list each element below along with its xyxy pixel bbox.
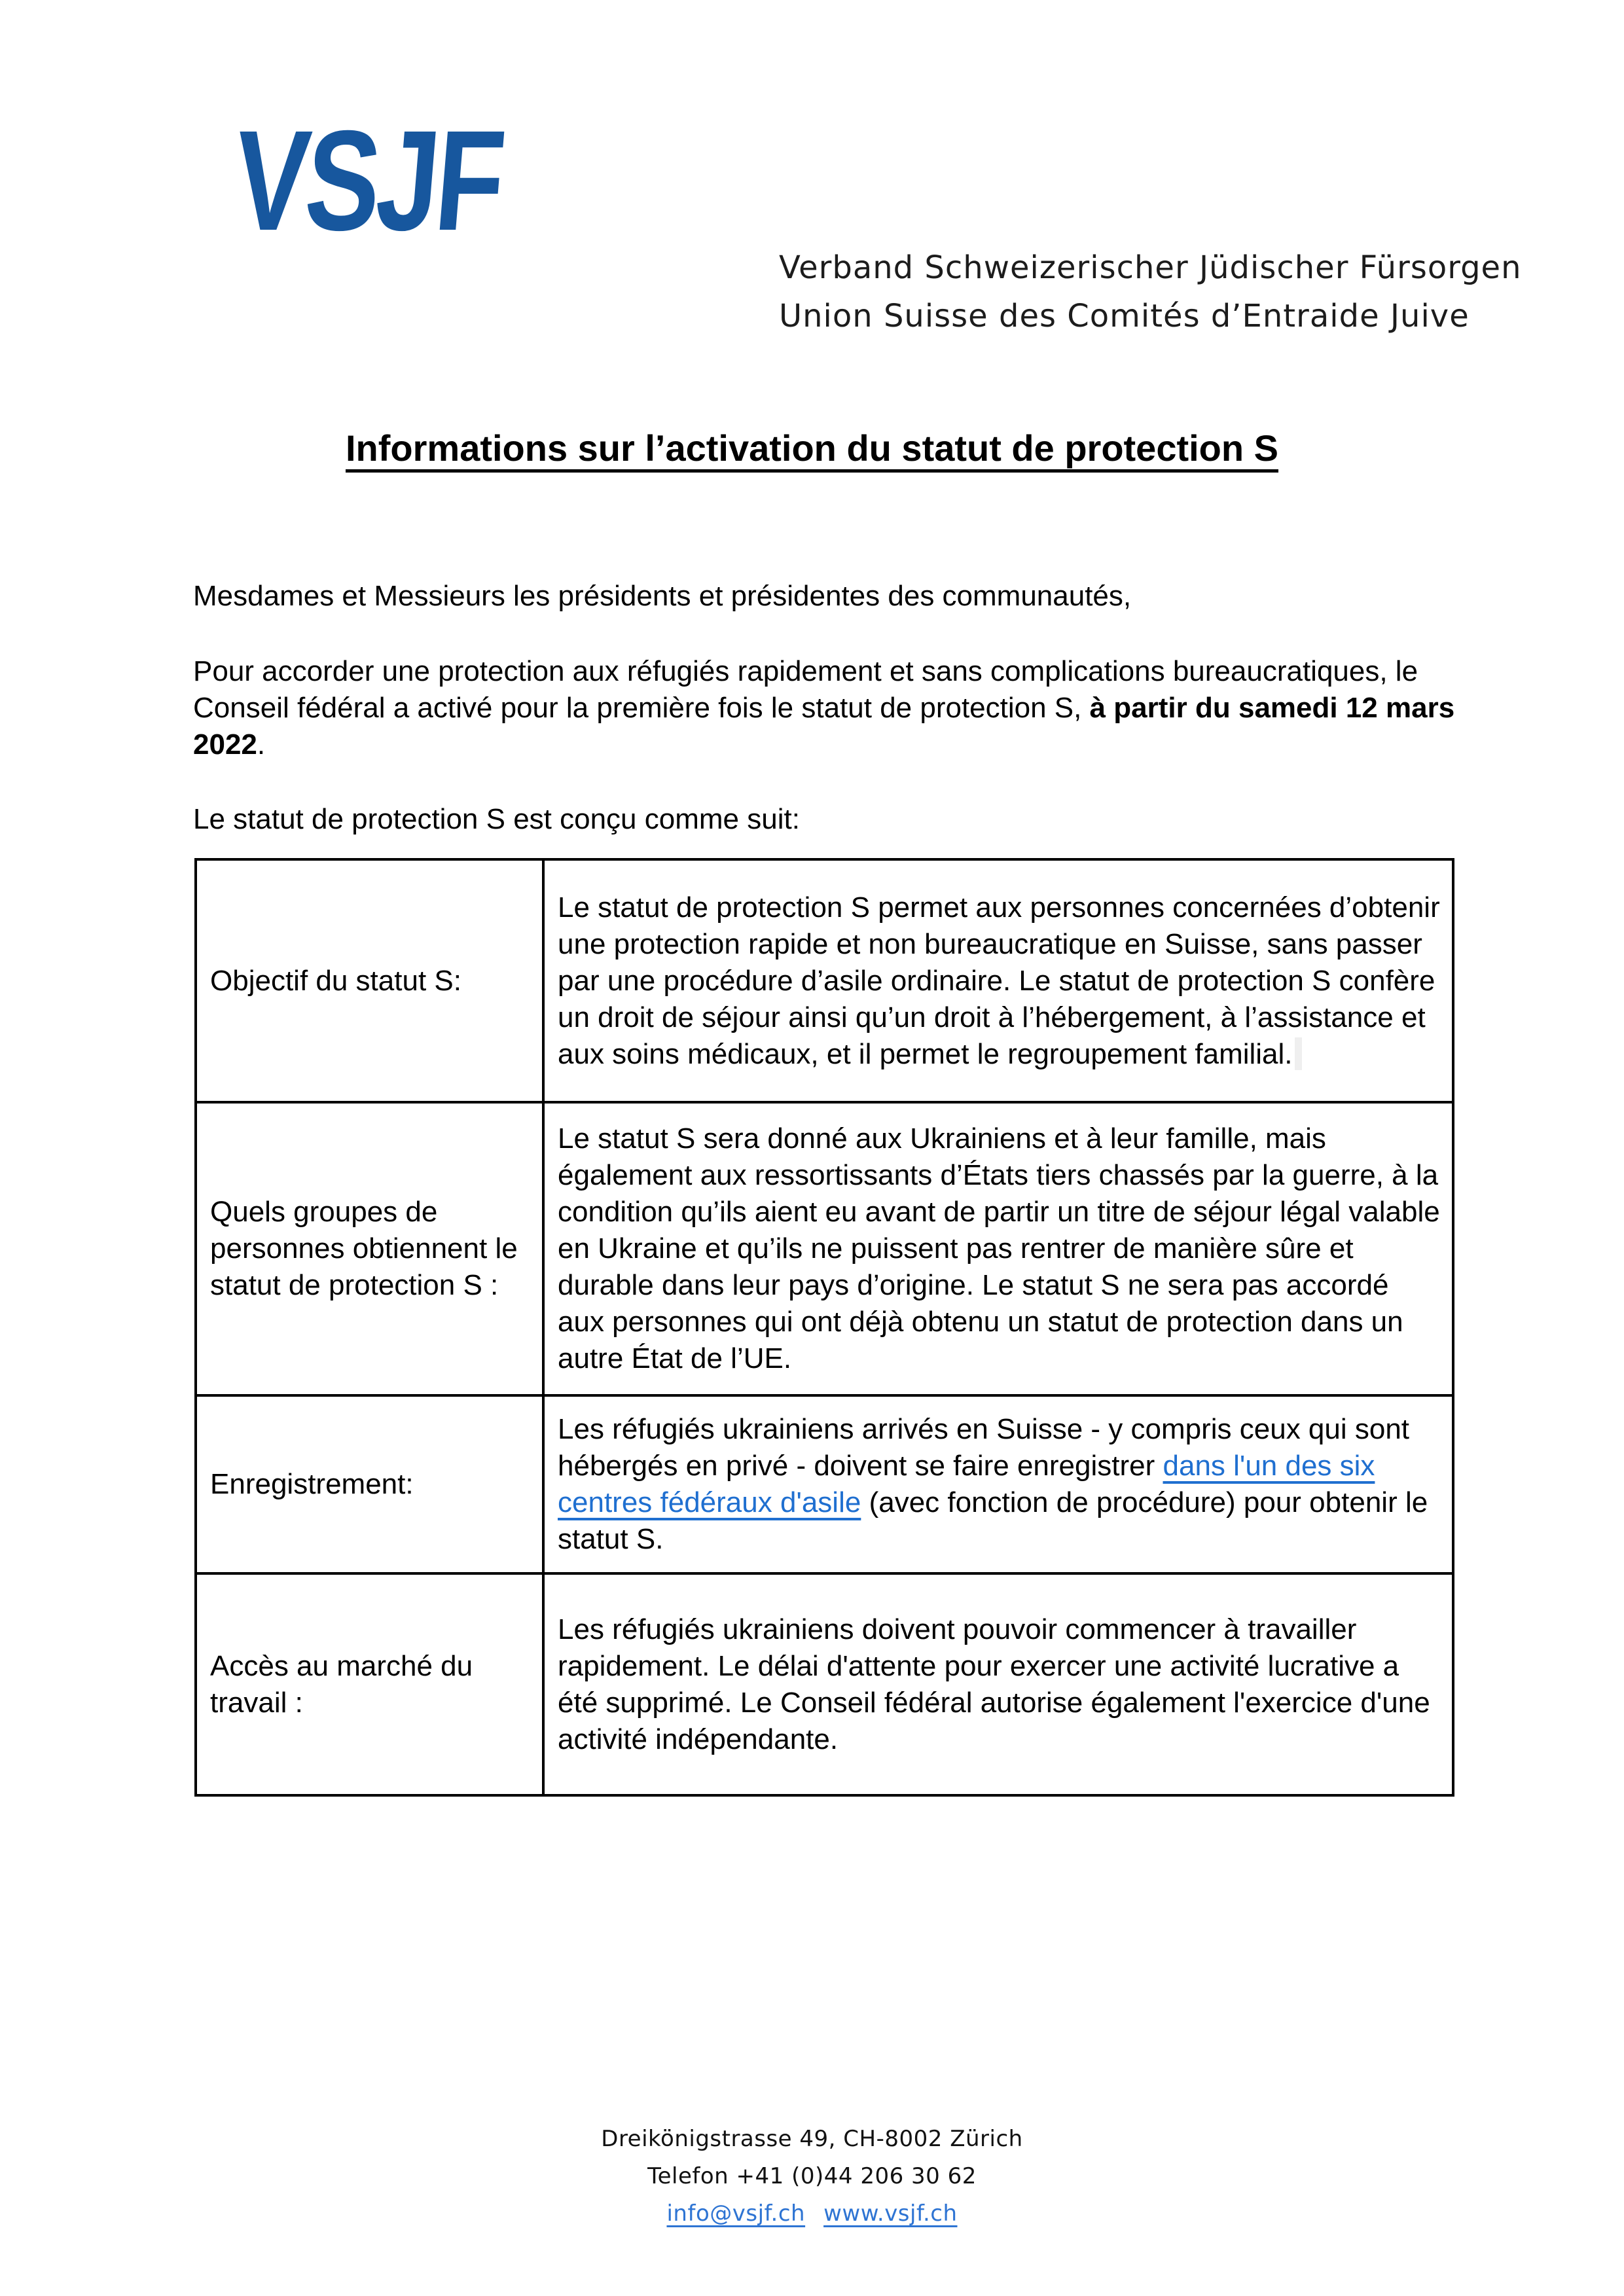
row-content-objectif [545,861,1452,1103]
logo-text-line2: Union Suisse des Comités d’Entraide Juive [779,298,1470,334]
row-label-marche-travail [197,1575,545,1794]
asylum-centers-link[interactable]: dans l'un des six centres fédéraux d'asile [558,1450,1375,1518]
salutation-paragraph: Mesdames et Messieurs les présidents et présidentes des communautés, [193,580,1132,612]
row-content-enregistrement [545,1397,1452,1575]
vsjf-logo-mark: VSJF [228,101,508,260]
intro-paragraph-bold-date: à partir du samedi 12 mars 2022 [193,692,1455,761]
footer-website-link[interactable]: www.vsjf.ch [823,2200,958,2227]
row-label-enregistrement [197,1397,545,1575]
footer-email-link[interactable]: info@vsjf.ch [666,2200,806,2227]
row-label-text: Enregistrement: [210,1468,414,1500]
row-content-text: Les réfugiés ukrainiens doivent pouvoir commencer à travailler rapidement. Le délai d'attente pour exercer une activité lucrative a été supprimé. Le Conseil fédéral autorise également l'exercice d'une activité indépendante. [558,1613,1430,1755]
footer [0,2121,1624,2233]
info-table [194,858,1454,1797]
row-content-groupes [545,1103,1452,1397]
row-content-text: Le statut de protection S permet aux personnes concernées d’obtenir une protection rapide et non bureaucratique en Suisse, sans passer par une procédure d’asile ordinaire. Le statut de protection S confère un droit de séjour ainsi qu’un droit à l’hébergement, à l’assistance et aux soins médicaux, et il permet le regroupement familial. [558,891,1440,1070]
vsjf-logo-text [779,243,1522,340]
intro-paragraph-normal: Pour accorder une protection aux réfugiés rapidement et sans complications bureaucratiques, le Conseil fédéral a activé pour la première fois le statut de protection S, [193,655,1418,724]
table-lead-in: Le statut de protection S est conçu comme suit: [193,803,800,835]
intro-paragraph-period: . [257,728,266,761]
page-title: Informations sur l’activation du statut de protection S [345,427,1279,469]
footer-address: Dreikönigstrasse 49, CH-8002 Zürich [601,2126,1023,2152]
footer-phone: Telefon +41 (0)44 206 30 62 [647,2163,977,2189]
row-content-text: Le statut S sera donné aux Ukrainiens et à leur famille, mais également aux ressortissants d’États tiers chassés par la guerre, à la condition qu’ils aient eu avant de partir un titre de séjour légal valable en Ukraine et qu’ils ne puissent pas rentrer de manière sûre et durable dans leur pays d’origine. Le statut S ne sera pas accordé aux personnes qui ont déjà obtenu un statut de protection dans un autre État de l’UE. [558,1122,1440,1374]
row-label-objectif [197,861,545,1103]
logo-text-line1: Verband Schweizerischer Jüdischer Fürsorgen [779,249,1522,286]
row-label-text: Accès au marché du travail : [210,1649,473,1719]
intro-paragraph [193,653,1463,763]
row-label-text: Objectif du statut S: [210,964,461,997]
cursor-artifact [1295,1037,1302,1070]
row-label-text: Quels groupes de personnes obtiennent le statut de protection S : [210,1196,518,1301]
row-content-marche-travail [545,1575,1452,1794]
row-label-groupes [197,1103,545,1397]
row-content-text-after: (avec fonction de procédure) pour obtenir le statut S. [558,1486,1428,1555]
footer-links [0,2195,1624,2233]
row-content-text-before: Les réfugiés ukrainiens arrivés en Suisse - y compris ceux qui sont hébergés en privé - doivent se faire enregistrer [558,1413,1410,1482]
vsjf-logo [228,101,1522,334]
